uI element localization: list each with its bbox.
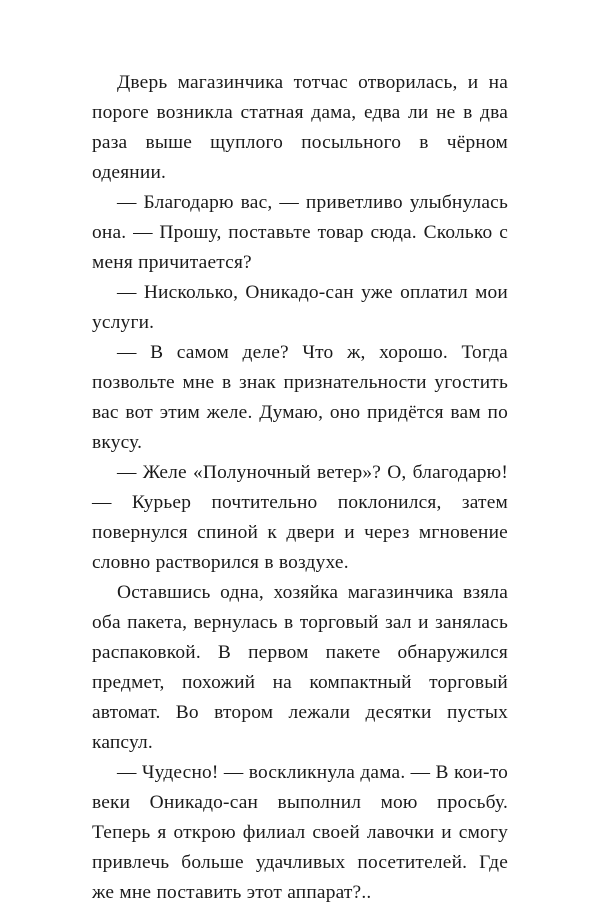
paragraph: — В самом деле? Что ж, хорошо. Тогда позвольте мне в знак признательности угостить вас вот этим желе. Думаю, оно придётся вам по вкусу.: [92, 342, 508, 453]
paragraph: — Нисколько, Оникадо-сан уже оплатил мои услуги.: [92, 282, 508, 333]
paragraph: Оставшись одна, хозяйка магазинчика взяла оба пакета, вернулась в торговый зал и занялась распаковкой. В первом пакете обнаружился предмет, похожий на компактный торговый автомат. Во втором лежали десятки пустых капсул.: [92, 582, 508, 753]
paragraph: — Чудесно! — воскликнула дама. — В кои-то веки Оникадо-сан выполнил мою просьбу. Теперь я открою филиал своей лавочки и смогу привлечь больше удачливых посетителей. Где же мне поставить этот аппарат?..: [92, 762, 508, 903]
paragraph: — Желе «Полуночный ветер»? О, благодарю! — Курьер почтительно поклонился, затем повернулся спиной к двери и через мгновение словно растворился в воздухе.: [92, 462, 508, 573]
paragraph: Дверь магазинчика тотчас отворилась, и на пороге возникла статная дама, едва ли не в два раза выше щуплого посыльного в чёрном одеянии.: [92, 72, 508, 183]
paragraph: — Благодарю вас, — приветливо улыбнулась она. — Прошу, поставьте товар сюда. Сколько с меня причитается?: [92, 192, 508, 273]
body-text-block: [92, 68, 508, 908]
